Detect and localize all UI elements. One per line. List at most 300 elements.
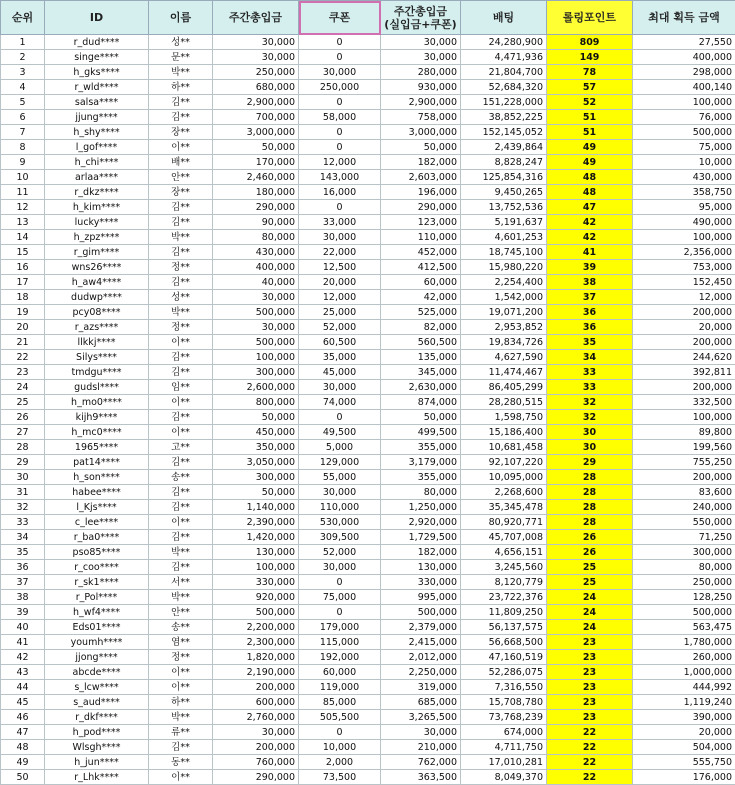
max-earn-cell: 100,000 [633,410,735,425]
weekly-deposit-cell: 290,000 [213,770,299,785]
id-cell: s_aud**** [45,695,149,710]
coupon-cell: 85,000 [299,695,381,710]
id-cell: h_kim**** [45,200,149,215]
rank-cell: 15 [1,245,45,260]
weekly-total-cell: 355,000 [381,440,461,455]
rolling-point-cell: 42 [547,230,633,245]
weekly-deposit-cell: 920,000 [213,590,299,605]
table-row [1,740,735,755]
weekly-total-cell: 30,000 [381,50,461,65]
name-cell: 동** [149,755,213,770]
max-earn-cell: 2,356,000 [633,245,735,260]
name-cell: 이** [149,395,213,410]
betting-cell: 7,316,550 [461,680,547,695]
weekly-total-cell: 363,500 [381,770,461,785]
weekly-total-cell: 210,000 [381,740,461,755]
betting-cell: 4,471,936 [461,50,547,65]
id-cell: wns26**** [45,260,149,275]
max-earn-cell: 358,750 [633,185,735,200]
id-cell: jjung**** [45,110,149,125]
max-earn-cell: 563,475 [633,620,735,635]
coupon-cell: 250,000 [299,80,381,95]
max-earn-cell: 555,750 [633,755,735,770]
weekly-deposit-cell: 90,000 [213,215,299,230]
rank-cell: 31 [1,485,45,500]
header-max-earn: 최대 획득 금액 [633,1,735,35]
name-cell: 장** [149,185,213,200]
rank-cell: 33 [1,515,45,530]
name-cell: 배** [149,155,213,170]
name-cell: 김** [149,350,213,365]
max-earn-cell: 20,000 [633,725,735,740]
rolling-point-cell: 26 [547,530,633,545]
rank-cell: 39 [1,605,45,620]
betting-cell: 10,681,458 [461,440,547,455]
id-cell: s_lcw**** [45,680,149,695]
weekly-total-cell: 123,000 [381,215,461,230]
id-cell: youmh**** [45,635,149,650]
weekly-deposit-cell: 200,000 [213,740,299,755]
rank-cell: 42 [1,650,45,665]
name-cell: 김** [149,500,213,515]
rolling-point-cell: 48 [547,170,633,185]
coupon-cell: 0 [299,725,381,740]
id-cell: l_Kjs**** [45,500,149,515]
betting-cell: 56,668,500 [461,635,547,650]
coupon-cell: 0 [299,605,381,620]
coupon-cell: 55,000 [299,470,381,485]
betting-cell: 8,828,247 [461,155,547,170]
rank-cell: 44 [1,680,45,695]
betting-cell: 9,450,265 [461,185,547,200]
weekly-deposit-cell: 50,000 [213,140,299,155]
betting-cell: 15,186,400 [461,425,547,440]
weekly-total-cell: 196,000 [381,185,461,200]
weekly-deposit-cell: 130,000 [213,545,299,560]
max-earn-cell: 12,000 [633,290,735,305]
rank-cell: 25 [1,395,45,410]
name-cell: 김** [149,200,213,215]
table-row [1,125,735,140]
betting-cell: 52,684,320 [461,80,547,95]
rolling-point-cell: 22 [547,770,633,785]
max-earn-cell: 200,000 [633,335,735,350]
weekly-deposit-cell: 2,600,000 [213,380,299,395]
name-cell: 정** [149,260,213,275]
name-cell: 안** [149,605,213,620]
id-cell: abcde**** [45,665,149,680]
rank-cell: 20 [1,320,45,335]
betting-cell: 35,345,478 [461,500,547,515]
max-earn-cell: 755,250 [633,455,735,470]
max-earn-cell: 1,119,240 [633,695,735,710]
rolling-point-cell: 30 [547,440,633,455]
rank-cell: 36 [1,560,45,575]
max-earn-cell: 244,620 [633,350,735,365]
id-cell: h_son**** [45,470,149,485]
table-row [1,455,735,470]
betting-cell: 2,254,400 [461,275,547,290]
weekly-total-cell: 3,000,000 [381,125,461,140]
betting-cell: 1,598,750 [461,410,547,425]
rolling-point-cell: 24 [547,605,633,620]
name-cell: 김** [149,110,213,125]
weekly-total-cell: 2,603,000 [381,170,461,185]
max-earn-cell: 500,000 [633,605,735,620]
max-earn-cell: 200,000 [633,470,735,485]
rolling-point-cell: 35 [547,335,633,350]
coupon-cell: 179,000 [299,620,381,635]
weekly-deposit-cell: 170,000 [213,155,299,170]
id-cell: tmdgu**** [45,365,149,380]
rank-cell: 27 [1,425,45,440]
id-cell: r_dud**** [45,35,149,50]
weekly-deposit-cell: 3,050,000 [213,455,299,470]
max-earn-cell: 199,560 [633,440,735,455]
rolling-point-cell: 149 [547,50,633,65]
betting-cell: 28,280,515 [461,395,547,410]
weekly-total-cell: 50,000 [381,140,461,155]
weekly-total-cell: 560,500 [381,335,461,350]
betting-cell: 5,191,637 [461,215,547,230]
betting-cell: 3,245,560 [461,560,547,575]
rank-cell: 17 [1,275,45,290]
rolling-point-cell: 28 [547,500,633,515]
table-row [1,470,735,485]
coupon-cell: 33,000 [299,215,381,230]
id-cell: r_Pol**** [45,590,149,605]
coupon-cell: 2,000 [299,755,381,770]
coupon-cell: 74,000 [299,395,381,410]
id-cell: r_coo**** [45,560,149,575]
table-row [1,710,735,725]
max-earn-cell: 100,000 [633,230,735,245]
rank-cell: 43 [1,665,45,680]
coupon-cell: 30,000 [299,65,381,80]
id-cell: h_mc0**** [45,425,149,440]
max-earn-cell: 89,800 [633,425,735,440]
weekly-deposit-cell: 290,000 [213,200,299,215]
rolling-point-cell: 34 [547,350,633,365]
coupon-cell: 12,000 [299,290,381,305]
rank-cell: 50 [1,770,45,785]
betting-cell: 15,980,220 [461,260,547,275]
betting-cell: 80,920,771 [461,515,547,530]
weekly-total-cell: 2,250,000 [381,665,461,680]
weekly-total-cell: 3,179,000 [381,455,461,470]
rolling-point-cell: 36 [547,320,633,335]
max-earn-cell: 400,140 [633,80,735,95]
weekly-deposit-cell: 2,390,000 [213,515,299,530]
max-earn-cell: 504,000 [633,740,735,755]
coupon-cell: 35,000 [299,350,381,365]
weekly-deposit-cell: 40,000 [213,275,299,290]
table-row [1,545,735,560]
max-earn-cell: 430,000 [633,170,735,185]
weekly-deposit-cell: 100,000 [213,560,299,575]
name-cell: 김** [149,95,213,110]
rank-cell: 2 [1,50,45,65]
header-weekly-deposit: 주간총입금 [213,1,299,35]
weekly-total-cell: 685,000 [381,695,461,710]
weekly-deposit-cell: 450,000 [213,425,299,440]
coupon-cell: 30,000 [299,485,381,500]
rank-cell: 14 [1,230,45,245]
coupon-cell: 143,000 [299,170,381,185]
betting-cell: 47,160,519 [461,650,547,665]
name-cell: 성** [149,35,213,50]
rank-cell: 23 [1,365,45,380]
rolling-point-cell: 23 [547,635,633,650]
rank-cell: 49 [1,755,45,770]
coupon-cell: 192,000 [299,650,381,665]
table-row [1,95,735,110]
id-cell: h_gks**** [45,65,149,80]
coupon-cell: 58,000 [299,110,381,125]
weekly-deposit-cell: 50,000 [213,410,299,425]
weekly-total-cell: 762,000 [381,755,461,770]
coupon-cell: 30,000 [299,560,381,575]
betting-cell: 45,707,008 [461,530,547,545]
betting-cell: 56,137,575 [461,620,547,635]
coupon-cell: 309,500 [299,530,381,545]
max-earn-cell: 27,550 [633,35,735,50]
name-cell: 박** [149,710,213,725]
weekly-total-cell: 60,000 [381,275,461,290]
rank-cell: 8 [1,140,45,155]
rank-cell: 29 [1,455,45,470]
weekly-deposit-cell: 680,000 [213,80,299,95]
weekly-deposit-cell: 760,000 [213,755,299,770]
table-row [1,560,735,575]
name-cell: 이** [149,770,213,785]
table-row [1,590,735,605]
weekly-total-cell: 182,000 [381,155,461,170]
header-betting: 배팅 [461,1,547,35]
rank-cell: 37 [1,575,45,590]
coupon-cell: 52,000 [299,320,381,335]
weekly-total-cell: 930,000 [381,80,461,95]
id-cell: salsa**** [45,95,149,110]
max-earn-cell: 20,000 [633,320,735,335]
id-cell: l_gof**** [45,140,149,155]
max-earn-cell: 176,000 [633,770,735,785]
id-cell: r_azs**** [45,320,149,335]
table-row [1,680,735,695]
rank-cell: 46 [1,710,45,725]
coupon-cell: 119,000 [299,680,381,695]
id-cell: lucky**** [45,215,149,230]
max-earn-cell: 10,000 [633,155,735,170]
table-row [1,260,735,275]
max-earn-cell: 152,450 [633,275,735,290]
rank-cell: 16 [1,260,45,275]
rank-cell: 10 [1,170,45,185]
coupon-cell: 0 [299,575,381,590]
weekly-total-cell: 525,000 [381,305,461,320]
table-row [1,575,735,590]
coupon-cell: 505,500 [299,710,381,725]
table-row [1,185,735,200]
id-cell: r_ba0**** [45,530,149,545]
id-cell: Silys**** [45,350,149,365]
coupon-cell: 0 [299,50,381,65]
coupon-cell: 60,500 [299,335,381,350]
coupon-cell: 75,000 [299,590,381,605]
name-cell: 김** [149,275,213,290]
weekly-deposit-cell: 1,140,000 [213,500,299,515]
rolling-point-cell: 33 [547,380,633,395]
rolling-point-cell: 38 [547,275,633,290]
coupon-cell: 0 [299,410,381,425]
name-cell: 김** [149,410,213,425]
table-row [1,380,735,395]
id-cell: pso85**** [45,545,149,560]
betting-cell: 2,268,600 [461,485,547,500]
max-earn-cell: 200,000 [633,305,735,320]
betting-cell: 19,834,726 [461,335,547,350]
name-cell: 장** [149,125,213,140]
id-cell: h_wf4**** [45,605,149,620]
coupon-cell: 0 [299,125,381,140]
rolling-point-cell: 57 [547,80,633,95]
id-cell: r_sk1**** [45,575,149,590]
max-earn-cell: 250,000 [633,575,735,590]
coupon-cell: 45,000 [299,365,381,380]
id-cell: dudwp**** [45,290,149,305]
weekly-total-cell: 2,415,000 [381,635,461,650]
coupon-cell: 12,000 [299,155,381,170]
rank-cell: 45 [1,695,45,710]
rank-cell: 26 [1,410,45,425]
coupon-cell: 16,000 [299,185,381,200]
coupon-cell: 10,000 [299,740,381,755]
id-cell: pat14**** [45,455,149,470]
rolling-point-cell: 28 [547,515,633,530]
coupon-cell: 60,000 [299,665,381,680]
name-cell: 김** [149,560,213,575]
coupon-cell: 0 [299,95,381,110]
coupon-cell: 52,000 [299,545,381,560]
coupon-cell: 22,000 [299,245,381,260]
max-earn-cell: 1,000,000 [633,665,735,680]
table-row [1,275,735,290]
table-row [1,320,735,335]
rank-cell: 40 [1,620,45,635]
rolling-point-cell: 28 [547,485,633,500]
rank-cell: 6 [1,110,45,125]
rank-cell: 3 [1,65,45,80]
rolling-point-cell: 23 [547,665,633,680]
betting-cell: 4,711,750 [461,740,547,755]
weekly-deposit-cell: 700,000 [213,110,299,125]
betting-cell: 8,049,370 [461,770,547,785]
weekly-total-cell: 2,379,000 [381,620,461,635]
rolling-point-cell: 39 [547,260,633,275]
rolling-point-cell: 51 [547,125,633,140]
max-earn-cell: 500,000 [633,125,735,140]
rank-cell: 5 [1,95,45,110]
weekly-deposit-cell: 350,000 [213,440,299,455]
max-earn-cell: 332,500 [633,395,735,410]
rank-cell: 35 [1,545,45,560]
id-cell: jjong**** [45,650,149,665]
id-cell: arlaa**** [45,170,149,185]
rolling-point-cell: 809 [547,35,633,50]
rolling-point-cell: 51 [547,110,633,125]
rank-cell: 19 [1,305,45,320]
rolling-point-cell: 32 [547,395,633,410]
weekly-deposit-cell: 2,460,000 [213,170,299,185]
weekly-deposit-cell: 30,000 [213,35,299,50]
rolling-point-cell: 25 [547,575,633,590]
weekly-deposit-cell: 100,000 [213,350,299,365]
table-row [1,35,735,50]
id-cell: Wlsgh**** [45,740,149,755]
id-cell: kijh9**** [45,410,149,425]
table-row [1,635,735,650]
weekly-total-cell: 2,012,000 [381,650,461,665]
betting-cell: 11,809,250 [461,605,547,620]
rolling-point-cell: 22 [547,755,633,770]
header-name: 이름 [149,1,213,35]
betting-cell: 2,953,852 [461,320,547,335]
name-cell: 고** [149,440,213,455]
table-row [1,65,735,80]
weekly-total-cell: 130,000 [381,560,461,575]
rank-cell: 13 [1,215,45,230]
name-cell: 송** [149,470,213,485]
rolling-point-cell: 24 [547,620,633,635]
weekly-total-cell: 50,000 [381,410,461,425]
rank-cell: 24 [1,380,45,395]
rank-cell: 7 [1,125,45,140]
rolling-point-cell: 23 [547,680,633,695]
rolling-point-cell: 32 [547,410,633,425]
rolling-point-cell: 49 [547,155,633,170]
betting-cell: 38,852,225 [461,110,547,125]
max-earn-cell: 240,000 [633,500,735,515]
weekly-deposit-cell: 2,900,000 [213,95,299,110]
weekly-total-cell: 135,000 [381,350,461,365]
table-row [1,110,735,125]
rolling-point-cell: 30 [547,425,633,440]
coupon-cell: 0 [299,200,381,215]
betting-cell: 21,804,700 [461,65,547,80]
table-row [1,335,735,350]
id-cell: h_mo0**** [45,395,149,410]
table-row [1,770,735,785]
header-rolling-point: 롤링포인트 [547,1,633,35]
max-earn-cell: 490,000 [633,215,735,230]
betting-cell: 17,010,281 [461,755,547,770]
rolling-point-cell: 33 [547,365,633,380]
name-cell: 하** [149,80,213,95]
weekly-deposit-cell: 80,000 [213,230,299,245]
rank-cell: 21 [1,335,45,350]
id-cell: gudsl**** [45,380,149,395]
rank-cell: 11 [1,185,45,200]
coupon-cell: 73,500 [299,770,381,785]
weekly-deposit-cell: 2,200,000 [213,620,299,635]
rolling-point-cell: 47 [547,200,633,215]
rank-cell: 48 [1,740,45,755]
rolling-point-cell: 23 [547,650,633,665]
weekly-deposit-cell: 500,000 [213,605,299,620]
max-earn-cell: 1,780,000 [633,635,735,650]
weekly-total-cell: 30,000 [381,35,461,50]
id-cell: h_shy**** [45,125,149,140]
